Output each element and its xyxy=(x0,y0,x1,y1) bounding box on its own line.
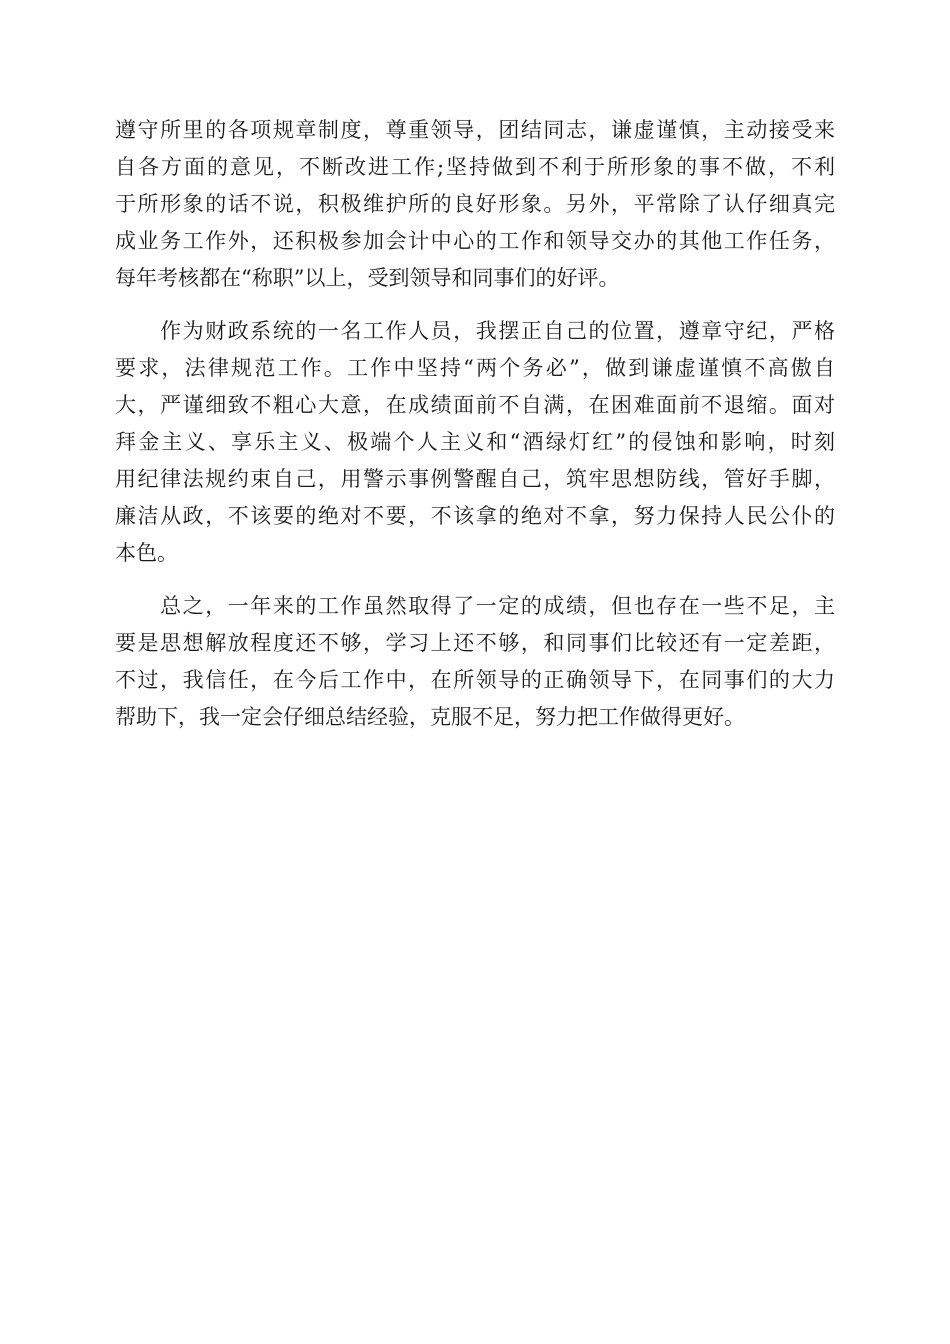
paragraph-line: 每年考核都在“称职”以上，受到领导和同事们的好评。 xyxy=(115,266,620,290)
document-body xyxy=(115,112,835,752)
paragraph-line: 总之，一年来的工作虽然取得了一定的成绩，但也存在一些不足，主 xyxy=(115,594,835,618)
paragraph-1 xyxy=(115,112,835,297)
paragraph-line: 廉洁从政，不该要的绝对不要，不该拿的绝对不拿，努力保持人民公仆的 xyxy=(115,504,835,528)
paragraph-line: 大，严谨细致不粗心大意，在成绩面前不自满，在困难面前不退缩。面对 xyxy=(115,393,835,417)
paragraph-line: 要是思想解放程度还不够，学习上还不够，和同事们比较还有一定差距， xyxy=(115,631,835,655)
paragraph-line: 要求，法律规范工作。工作中坚持“两个务必”，做到谦虚谨慎不高傲自 xyxy=(115,356,835,380)
paragraph-line: 于所形象的话不说，积极维护所的良好形象。另外，平常除了认仔细真完 xyxy=(115,192,835,216)
paragraph-line: 帮助下，我一定会仔细总结经验，克服不足，努力把工作做得更好。 xyxy=(115,705,745,729)
paragraph-line: 不过，我信任，在今后工作中，在所领导的正确领导下，在同事们的大力 xyxy=(115,668,835,692)
paragraph-line: 遵守所里的各项规章制度，尊重领导，团结同志，谦虚谨慎，主动接受来 xyxy=(115,118,835,142)
paragraph-line: 用纪律法规约束自己，用警示事例警醒自己，筑牢思想防线，管好手脚， xyxy=(115,467,835,491)
paragraph-line: 拜金主义、享乐主义、极端个人主义和“酒绿灯红”的侵蚀和影响，时刻 xyxy=(115,430,835,454)
paragraph-line: 作为财政系统的一名工作人员，我摆正自己的位置，遵章守纪，严格 xyxy=(115,319,835,343)
paragraph-line: 自各方面的意见，不断改进工作;坚持做到不利于所形象的事不做，不利 xyxy=(115,155,835,179)
paragraph-2 xyxy=(115,313,835,572)
paragraph-3 xyxy=(115,588,835,736)
paragraph-line: 本色。 xyxy=(115,541,178,565)
paragraph-line: 成业务工作外，还积极参加会计中心的工作和领导交办的其他工作任务， xyxy=(115,229,835,253)
